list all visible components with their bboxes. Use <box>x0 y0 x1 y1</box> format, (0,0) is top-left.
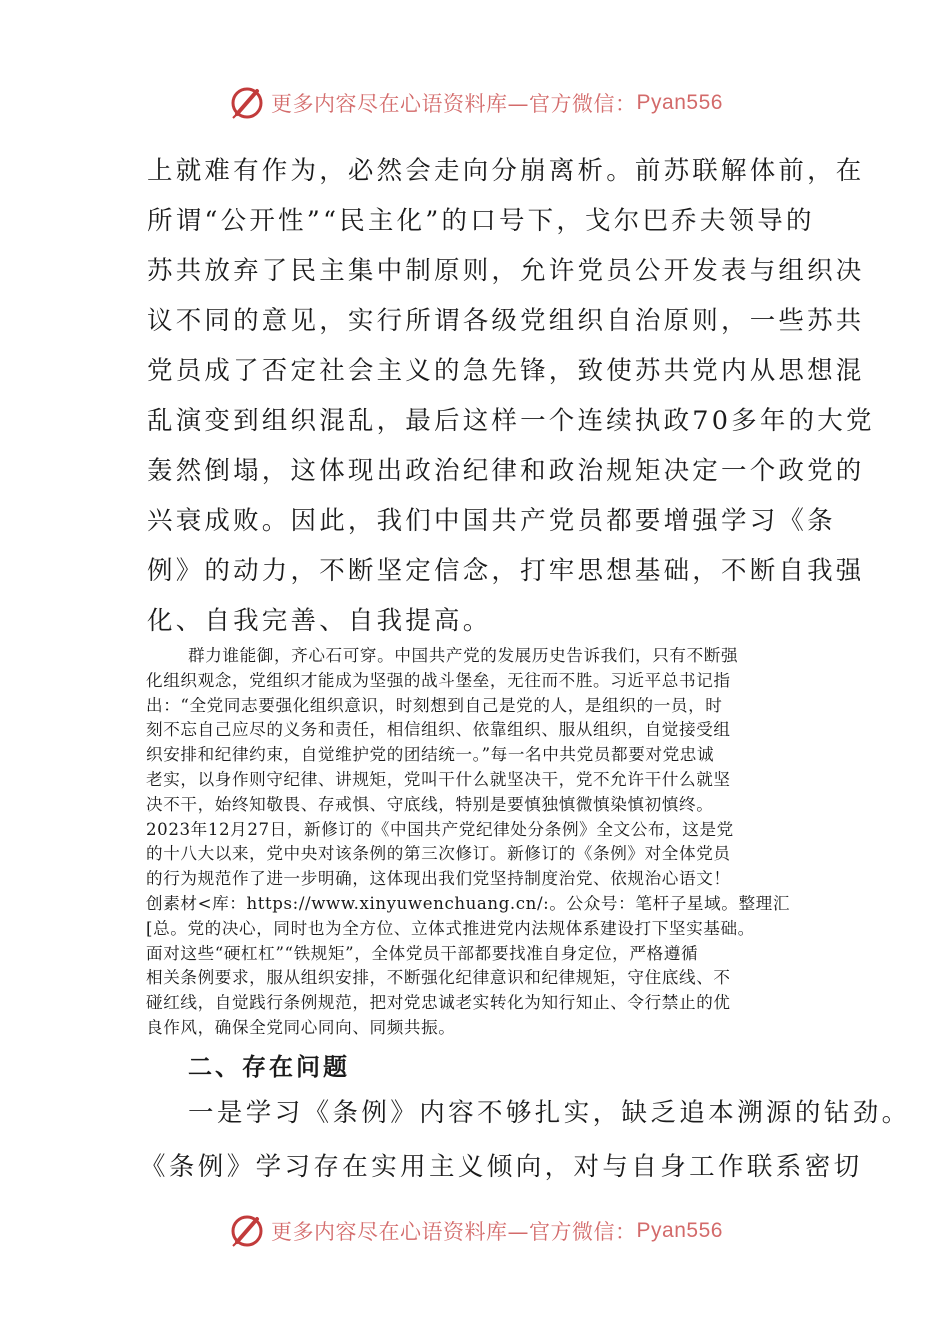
text-line: 议不同的意见，实行所谓各级党组织自治原则，一些苏共 <box>147 306 865 336</box>
text-line: 良作风，确保全党同心同向、同频共振。 <box>146 1017 456 1037</box>
text-line: 老实，以身作则守纪律、讲规矩，党叫干什么就坚决干，党不允许干什么就坚 <box>146 769 731 789</box>
text-line: 苏共放弃了民主集中制原则，允许党员公开发表与组织决 <box>147 256 865 286</box>
header-watermark <box>0 81 950 125</box>
text-line: 创素材<库：https://www.xinyuwenchuang.cn/:。公众号：笔杆子星域。整理汇 <box>146 893 791 913</box>
text-line: 碰红线，自觉践行条例规范，把对党忠诚老实转化为知行知止、令行禁止的优 <box>146 993 731 1013</box>
text-line: [总。党的决心，同时也为全方位、立体式推进党内法规体系建设打下坚实基础。 <box>146 918 755 938</box>
text-line: 化组织观念，党组织才能成为坚强的战斗堡垒，无往而不胜。习近平总书记指 <box>146 670 731 690</box>
text-line: 上就难有作为，必然会走向分崩离析。前苏联解体前，在 <box>147 156 865 186</box>
section-heading: 二、存在问题 <box>188 1053 350 1081</box>
text-line: 党员成了否定社会主义的急先锋，致使苏共党内从思想混 <box>147 356 865 386</box>
text-line: 面对这些“硬杠杠”“铁规矩”，全体党员干部都要找准自身定位，严格遵循 <box>146 943 699 963</box>
text-line: 出：“全党同志要强化组织意识，时刻想到自己是党的人，是组织的一员，时 <box>146 695 723 715</box>
paragraph-2 <box>146 644 826 1041</box>
text-line: 一是学习《条例》内容不够扎实，缺乏追本溯源的钻劲。 <box>188 1098 911 1128</box>
text-line: 的十八大以来，党中央对该条例的第三次修订。新修订的《条例》对全体党员 <box>146 844 731 864</box>
text-line: 例》的动力，不断坚定信念，打牢思想基础，不断自我强 <box>147 556 865 586</box>
pen-logo-icon <box>227 83 267 123</box>
text-line: 的行为规范作了进一步明确，这体现出我们党坚持制度治党、依规治心语文！ <box>146 869 731 889</box>
text-line: 化、自我完善、自我提高。 <box>147 606 492 636</box>
pen-logo-icon <box>227 1211 267 1251</box>
text-line: 相关条例要求，服从组织安排，不断强化纪律意识和纪律规矩，守住底线、不 <box>146 968 731 988</box>
text-line: 决不干，始终知敬畏、存戒惧、守底线，特别是要慎独慎微慎染慎初慎终。 <box>146 794 714 814</box>
watermark-id: Pyan556 <box>636 1219 723 1242</box>
watermark-text: 更多内容尽在心语资料库—官方微信： <box>271 1220 637 1244</box>
text-line: 兴衰成败。因此，我们中国共产党员都要增强学习《条 <box>147 506 836 536</box>
text-line: 织安排和纪律约束，自觉维护党的团结统一。”每一名中共党员都要对党忠诚 <box>146 745 715 765</box>
watermark-id: Pyan556 <box>636 91 723 114</box>
text-line: 轰然倒塌，这体现出政治纪律和政治规矩决定一个政党的 <box>147 456 865 486</box>
watermark-text: 更多内容尽在心语资料库—官方微信： <box>271 92 637 116</box>
text-line: 2023年12月27日，新修订的《中国共产党纪律处分条例》全文公布，这是党 <box>146 819 734 839</box>
text-line: 乱演变到组织混乱，最后这样一个连续执政70多年的大党 <box>147 406 875 436</box>
text-line: 《条例》学习存在实用主义倾向，对与自身工作联系密切 <box>140 1152 863 1182</box>
text-line: 所谓“公开性”“民主化”的口号下，戈尔巴乔夫领导的 <box>147 206 815 236</box>
footer-watermark <box>0 1209 950 1253</box>
text-line: 刻不忘自己应尽的义务和责任，相信组织、依靠组织、服从组织，自觉接受组 <box>146 720 731 740</box>
text-line: 群力谁能御，齐心石可穿。中国共产党的发展历史告诉我们，只有不断强 <box>188 646 739 665</box>
